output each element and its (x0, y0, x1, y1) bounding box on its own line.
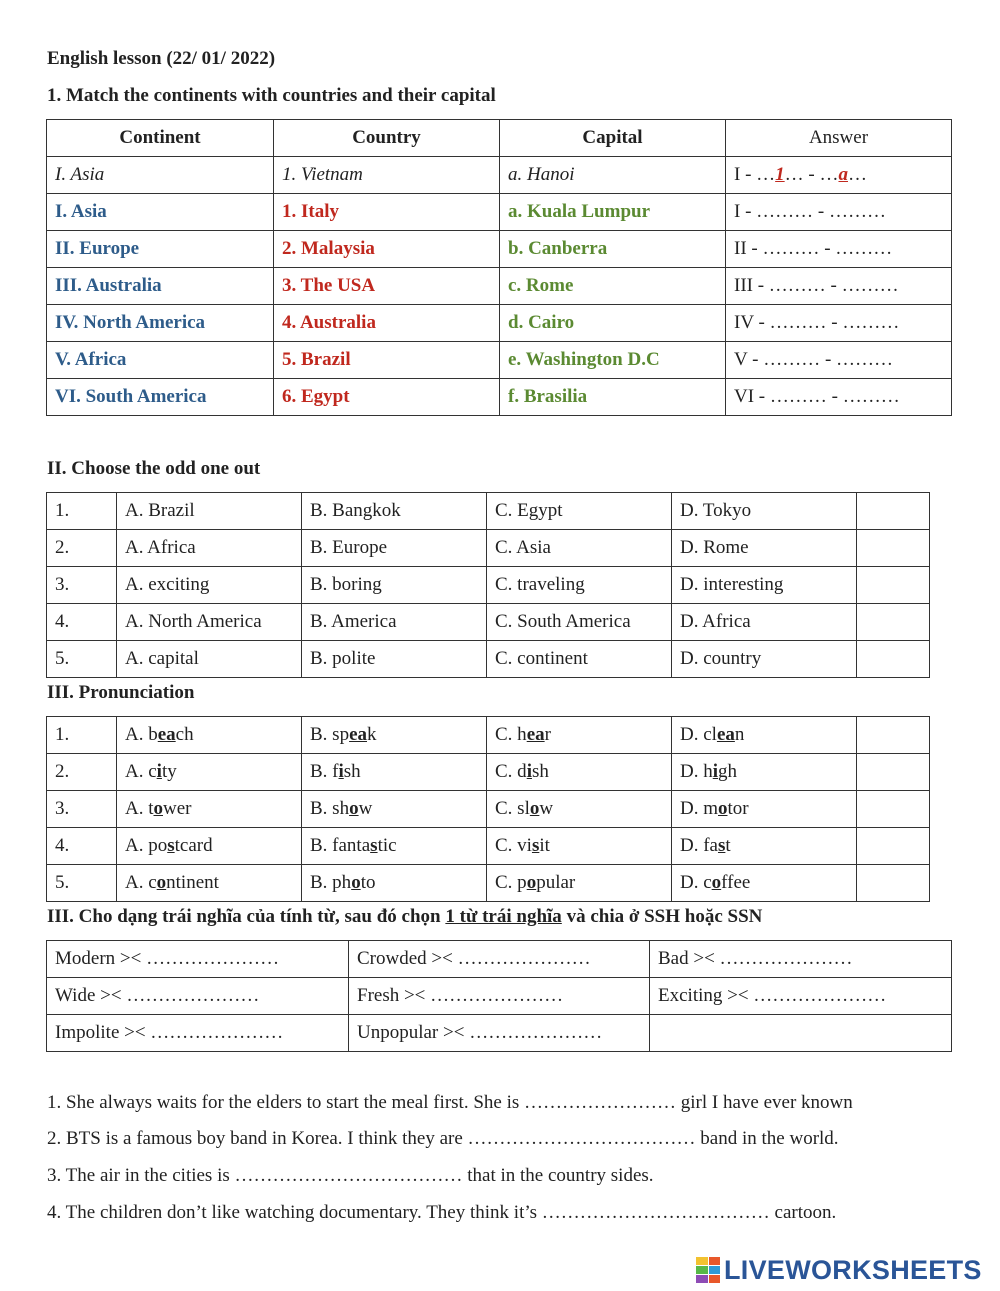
match-row (47, 342, 952, 379)
option-a: A. North America (117, 604, 302, 641)
odd-row (47, 641, 930, 678)
antonym-cell[interactable]: Impolite >< ………………… (47, 1015, 349, 1052)
antonym-row (47, 941, 952, 978)
capital-cell: a. Kuala Lumpur (500, 194, 726, 231)
option-d: D. clean (672, 717, 857, 754)
example-answer-letter: a (838, 164, 848, 185)
option-b: B. fantastic (302, 828, 487, 865)
option-c: C. dish (487, 754, 672, 791)
pronunciation-table (46, 716, 930, 902)
answer-input[interactable]: I - ……… - ……… (726, 194, 952, 231)
liveworksheets-logo (696, 1255, 982, 1285)
option-b: B. photo (302, 865, 487, 902)
option-b: B. Europe (302, 530, 487, 567)
option-c: C. Egypt (487, 493, 672, 530)
match-table (46, 119, 952, 416)
match-row (47, 305, 952, 342)
option-d: D. Rome (672, 530, 857, 567)
country-cell: 3. The USA (274, 268, 500, 305)
question-number: 1. (47, 493, 117, 530)
option-c: C. hear (487, 717, 672, 754)
option-a: A. tower (117, 791, 302, 828)
answer-input[interactable] (857, 641, 930, 678)
option-a: A. beach (117, 717, 302, 754)
capital-cell: b. Canberra (500, 231, 726, 268)
question-number: 3. (47, 791, 117, 828)
example-answer-number: 1 (775, 164, 785, 185)
odd-one-out-table (46, 492, 930, 678)
option-d: D. country (672, 641, 857, 678)
answer-input[interactable] (857, 865, 930, 902)
continent-cell: V. Africa (47, 342, 274, 379)
answer-input[interactable] (857, 828, 930, 865)
antonym-cell[interactable]: Wide >< ………………… (47, 978, 349, 1015)
option-c: C. South America (487, 604, 672, 641)
country-cell: 6. Egypt (274, 379, 500, 416)
option-a: A. Africa (117, 530, 302, 567)
country-cell: 5. Brazil (274, 342, 500, 379)
answer-input[interactable]: III - ……… - ……… (726, 268, 952, 305)
question-number: 4. (47, 604, 117, 641)
option-d: D. high (672, 754, 857, 791)
option-d: D. interesting (672, 567, 857, 604)
pron-row (47, 717, 930, 754)
odd-row (47, 567, 930, 604)
antonym-cell[interactable]: Bad >< ………………… (650, 941, 952, 978)
answer-input[interactable]: V - ……… - ……… (726, 342, 952, 379)
section-3-heading: III. Pronunciation (47, 682, 195, 703)
match-example-row (47, 157, 952, 194)
option-d: D. Africa (672, 604, 857, 641)
match-row (47, 268, 952, 305)
pron-row (47, 828, 930, 865)
pron-row (47, 754, 930, 791)
antonym-cell[interactable]: Crowded >< ………………… (349, 941, 650, 978)
continent-cell: II. Europe (47, 231, 274, 268)
option-a: A. continent (117, 865, 302, 902)
capital-cell: f. Brasilia (500, 379, 726, 416)
option-d: D. Tokyo (672, 493, 857, 530)
lesson-title: English lesson (22/ 01/ 2022) (47, 48, 276, 69)
answer-input[interactable] (857, 791, 930, 828)
answer-input[interactable] (857, 754, 930, 791)
match-row (47, 379, 952, 416)
capital-cell: e. Washington D.C (500, 342, 726, 379)
option-b: B. show (302, 791, 487, 828)
example-capital: a. Hanoi (500, 157, 726, 194)
answer-input[interactable]: II - ……… - ……… (726, 231, 952, 268)
odd-row (47, 604, 930, 641)
antonym-cell[interactable]: Unpopular >< ………………… (349, 1015, 650, 1052)
antonym-cell[interactable]: Fresh >< ………………… (349, 978, 650, 1015)
option-b: B. polite (302, 641, 487, 678)
option-b: B. Bangkok (302, 493, 487, 530)
answer-input[interactable] (857, 717, 930, 754)
answer-input[interactable]: VI - ……… - ……… (726, 379, 952, 416)
header-capital: Capital (500, 120, 726, 157)
odd-row (47, 530, 930, 567)
logo-text: LIVEWORKSHEETS (724, 1254, 982, 1285)
country-cell: 2. Malaysia (274, 231, 500, 268)
question-number: 5. (47, 865, 117, 902)
match-row (47, 231, 952, 268)
continent-cell: VI. South America (47, 379, 274, 416)
question-number: 2. (47, 754, 117, 791)
capital-cell: c. Rome (500, 268, 726, 305)
header-answer: Answer (726, 120, 952, 157)
option-c: C. traveling (487, 567, 672, 604)
option-c: C. popular (487, 865, 672, 902)
header-country: Country (274, 120, 500, 157)
capital-cell: d. Cairo (500, 305, 726, 342)
continent-cell: IV. North America (47, 305, 274, 342)
section-1-heading: 1. Match the continents with countries and their capital (47, 85, 496, 106)
continent-cell: I. Asia (47, 194, 274, 231)
question-number: 3. (47, 567, 117, 604)
answer-input[interactable] (857, 604, 930, 641)
sentence-1[interactable]: 1. She always waits for the elders to start the meal first. She is …………………… girl I have ever known (47, 1092, 853, 1113)
logo-icon (696, 1257, 720, 1283)
question-number: 5. (47, 641, 117, 678)
sentence-3[interactable]: 3. The air in the cities is ……………………………… that in the country sides. (47, 1165, 654, 1186)
option-b: B. speak (302, 717, 487, 754)
option-c: C. continent (487, 641, 672, 678)
option-d: D. coffee (672, 865, 857, 902)
option-c: C. visit (487, 828, 672, 865)
antonym-row (47, 978, 952, 1015)
header-continent: Continent (47, 120, 274, 157)
example-continent: I. Asia (47, 157, 274, 194)
match-header-row (47, 120, 952, 157)
option-c: C. Asia (487, 530, 672, 567)
antonyms-table (46, 940, 952, 1052)
odd-row (47, 493, 930, 530)
sentence-2[interactable]: 2. BTS is a famous boy band in Korea. I think they are ……………………………… band in the world. (47, 1128, 839, 1149)
option-a: A. capital (117, 641, 302, 678)
section-4-heading: III. Cho dạng trái nghĩa của tính từ, sau đó chọn 1 từ trái nghĩa và chia ở SSH hoặc SSN (47, 906, 763, 927)
question-number: 4. (47, 828, 117, 865)
answer-input[interactable] (857, 493, 930, 530)
answer-input[interactable] (857, 567, 930, 604)
pron-row (47, 791, 930, 828)
question-number: 2. (47, 530, 117, 567)
option-a: A. Brazil (117, 493, 302, 530)
answer-input[interactable]: IV - ……… - ……… (726, 305, 952, 342)
match-row (47, 194, 952, 231)
question-number: 1. (47, 717, 117, 754)
answer-input[interactable] (857, 530, 930, 567)
option-c: C. slow (487, 791, 672, 828)
option-a: A. city (117, 754, 302, 791)
example-country: 1. Vietnam (274, 157, 500, 194)
pron-row (47, 865, 930, 902)
section-2-heading: II. Choose the odd one out (47, 458, 261, 479)
sentence-4[interactable]: 4. The children don’t like watching documentary. They think it’s ……………………………… cartoon. (47, 1202, 837, 1223)
option-b: B. fish (302, 754, 487, 791)
option-d: D. motor (672, 791, 857, 828)
antonym-cell[interactable]: Modern >< ………………… (47, 941, 349, 978)
example-answer: I - …1… - …a… (726, 157, 952, 194)
continent-cell: III. Australia (47, 268, 274, 305)
option-a: A. exciting (117, 567, 302, 604)
antonym-row (47, 1015, 952, 1052)
option-a: A. postcard (117, 828, 302, 865)
antonym-cell[interactable]: Exciting >< ………………… (650, 978, 952, 1015)
country-cell: 4. Australia (274, 305, 500, 342)
option-d: D. fast (672, 828, 857, 865)
option-b: B. boring (302, 567, 487, 604)
option-b: B. America (302, 604, 487, 641)
antonym-cell-empty (650, 1015, 952, 1052)
country-cell: 1. Italy (274, 194, 500, 231)
